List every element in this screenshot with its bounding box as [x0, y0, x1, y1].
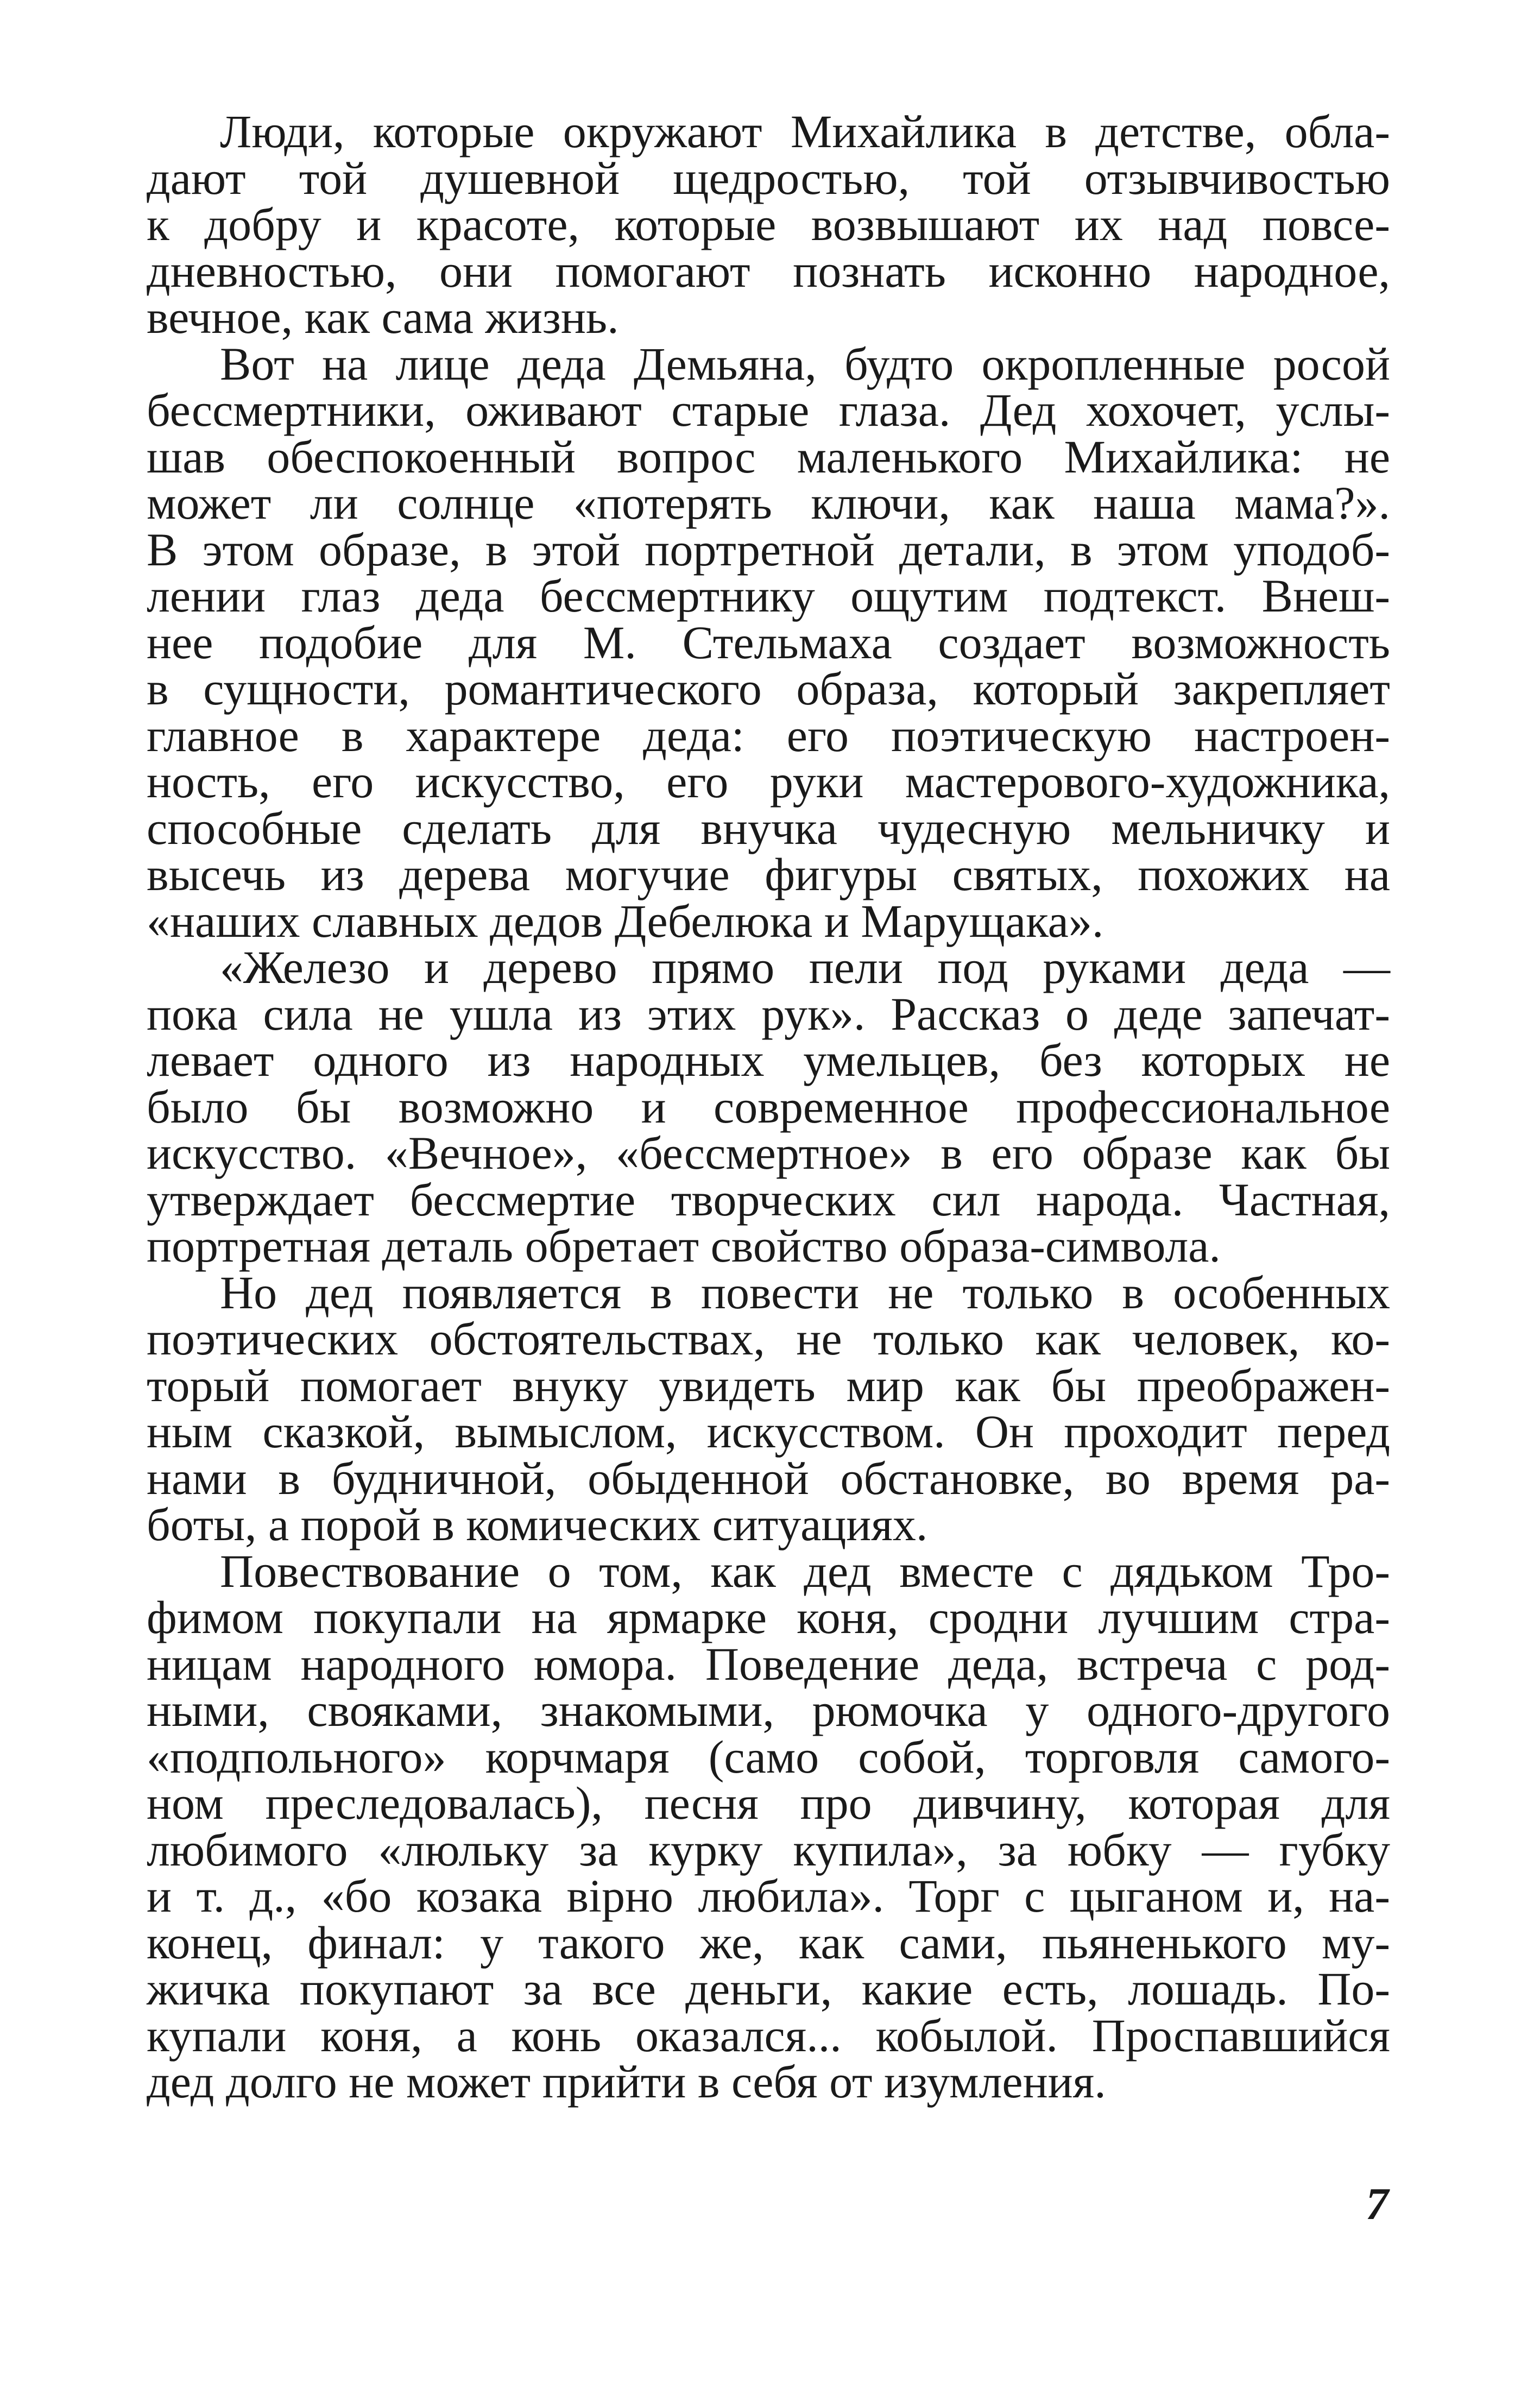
- text-line: ном преследовалась), песня про дивчину, которая для: [147, 1777, 1390, 1829]
- text-line: любимого «люльку за курку купила», за юбку — губку: [147, 1823, 1390, 1876]
- text-line: Но дед появляется в повести не только в особенных: [220, 1266, 1390, 1319]
- text-line: поэтических обстоятельствах, не только как человек, ко-: [147, 1313, 1390, 1365]
- text-line: лении глаз деда бессмертнику ощутим подтекст. Внеш-: [147, 570, 1390, 622]
- text-line: «Железо и дерево прямо пели под руками деда —: [220, 941, 1390, 993]
- text-line: к добру и красоте, которые возвышают их над повсе-: [147, 198, 1390, 250]
- text-line: Повествование о том, как дед вместе с дядьком Тро-: [220, 1545, 1390, 1597]
- text-line: ным сказкой, вымыслом, искусством. Он проходит перед: [147, 1405, 1390, 1458]
- text-line: нее подобие для М. Стельмаха создает возможность: [147, 616, 1390, 669]
- text-line: способные сделать для внучка чудесную мельничку и: [147, 802, 1390, 854]
- text-line: купали коня, а конь оказался... кобылой. Проспавшийся: [147, 2009, 1390, 2062]
- text-line: дед долго не может прийти в себя от изумления.: [147, 2056, 1106, 2108]
- paragraph: [147, 1266, 1390, 1550]
- text-line: жичка покупают за все деньги, какие есть, лошадь. По-: [147, 1963, 1390, 2015]
- text-line: шав обеспокоенный вопрос маленького Михайлика: не: [147, 430, 1390, 483]
- text-line: В этом образе, в этой портретной детали, в этом уподоб-: [147, 523, 1390, 576]
- text-line: искусство. «Вечное», «бессмертное» в его образе как бы: [147, 1127, 1390, 1179]
- paragraph: [147, 1545, 1390, 2108]
- paragraph: [147, 105, 1390, 343]
- paragraph: [147, 941, 1390, 1272]
- page-number: 7: [1366, 2179, 1388, 2229]
- text-line: Люди, которые окружают Михайлика в детстве, обла-: [220, 105, 1390, 157]
- text-line: нами в будничной, обыденной обстановке, во время ра-: [147, 1452, 1390, 1504]
- text-line: может ли солнце «потерять ключи, как наша мама?».: [147, 477, 1390, 529]
- text-line: бессмертники, оживают старые глаза. Дед хохочет, услы-: [147, 384, 1390, 436]
- text-line: высечь из дерева могучие фигуры святых, похожих на: [147, 848, 1390, 900]
- text-line: утверждает бессмертие творческих сил народа. Частная,: [147, 1173, 1390, 1226]
- text-line: в сущности, романтического образа, который закрепляет: [147, 663, 1390, 715]
- text-line: левает одного из народных умельцев, без которых не: [147, 1034, 1390, 1086]
- text-line: боты, а порой в комических ситуациях.: [147, 1498, 928, 1550]
- text-line: ность, его искусство, его руки мастерового-художника,: [147, 755, 1390, 808]
- text-line: «подпольного» корчмаря (само собой, торговля самого-: [147, 1730, 1390, 1783]
- text-line: пока сила не ушла из этих рук». Рассказ о деде запечат-: [147, 987, 1390, 1040]
- body-text: [147, 105, 1390, 2108]
- text-line: конец, финал: у такого же, как сами, пьяненького му-: [147, 1916, 1390, 1969]
- text-line: Вот на лице деда Демьяна, будто окропленные росой: [220, 337, 1390, 390]
- text-line: дают той душевной щедростью, той отзывчивостью: [147, 152, 1390, 204]
- text-line: торый помогает внуку увидеть мир как бы преображен-: [147, 1359, 1390, 1411]
- text-line: дневностью, они помогают познать исконно народное,: [147, 244, 1390, 297]
- text-line: фимом покупали на ярмарке коня, сродни лучшим стра-: [147, 1591, 1390, 1643]
- text-line: «наших славных дедов Дебелюка и Марущака».: [147, 894, 1104, 947]
- text-line: портретная деталь обретает свойство образа-символа.: [147, 1220, 1221, 1272]
- text-line: и т. д., «бо козака вірно любила». Торг с цыганом и, на-: [147, 1870, 1390, 1922]
- text-line: ными, свояками, знакомыми, рюмочка у одного-другого: [147, 1684, 1390, 1736]
- text-line: главное в характере деда: его поэтическую настроен-: [147, 709, 1390, 761]
- text-line: ницам народного юмора. Поведение деда, встреча с род-: [147, 1637, 1390, 1690]
- paragraph: [147, 337, 1390, 947]
- text-line: вечное, как сама жизнь.: [147, 291, 619, 343]
- text-line: было бы возможно и современное профессиональное: [147, 1080, 1390, 1133]
